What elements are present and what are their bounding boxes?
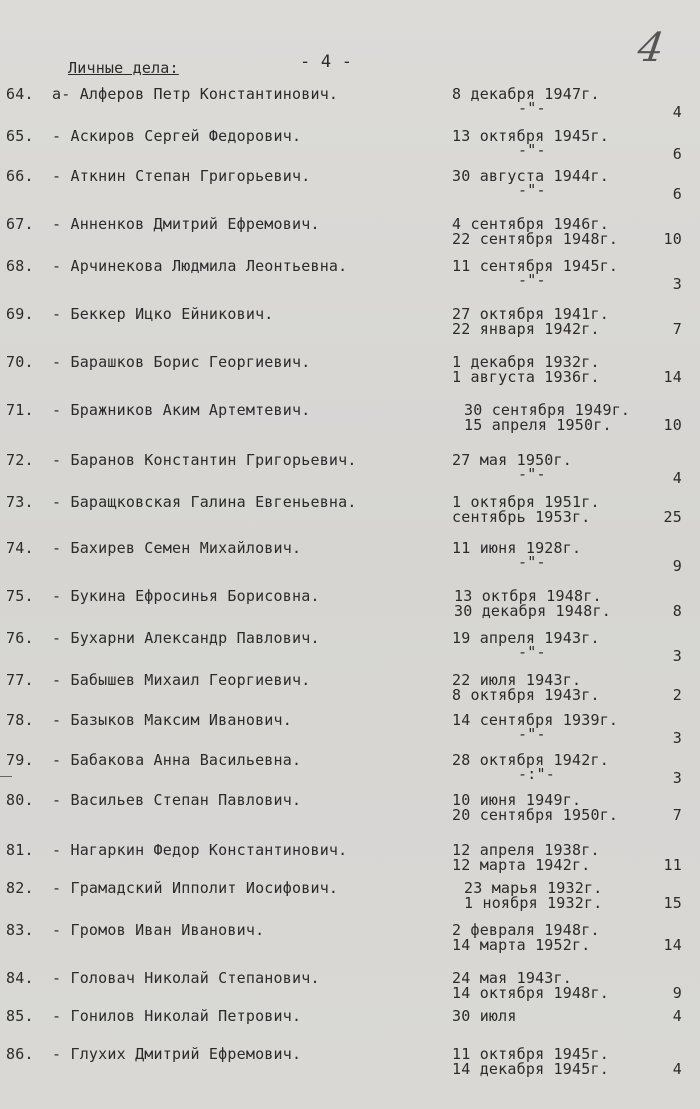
entry-name: - Аткнин Степан Григорьевич. bbox=[52, 167, 311, 185]
entry-sheet-count: 3 bbox=[672, 769, 682, 787]
entry-ditto-mark: -"- bbox=[518, 181, 546, 199]
entry-sheet-count: 4 bbox=[672, 1007, 682, 1025]
entry-name: - Бабышев Михаил Георгиевич. bbox=[52, 671, 311, 689]
entry-name: - Баранов Константин Григорьевич. bbox=[52, 451, 357, 469]
entry-date-start: 2 февраля 1948г. bbox=[452, 921, 600, 939]
entry-date-start: 28 октября 1942г. bbox=[452, 751, 609, 769]
entry-sheet-count: 4 bbox=[672, 1060, 682, 1078]
entry-date-start: 12 апреля 1938г. bbox=[452, 841, 600, 859]
entry-sheet-count: 25 bbox=[663, 508, 682, 526]
entry-date-end: 14 марта 1952г. bbox=[452, 936, 591, 954]
entry-number: 76. bbox=[6, 629, 34, 647]
entry-name: а- Алферов Петр Константинович. bbox=[52, 85, 339, 103]
entry-ditto-mark: -"- bbox=[518, 725, 546, 743]
entry-sheet-count: 3 bbox=[672, 729, 682, 747]
entry-number: 82. bbox=[6, 879, 34, 897]
entry-number: 70. bbox=[6, 353, 34, 371]
entry-sheet-count: 11 bbox=[663, 856, 682, 874]
entry-date-start: 24 мая 1943г. bbox=[452, 969, 572, 987]
entry-sheet-count: 8 bbox=[672, 602, 682, 620]
entry-date-start: 4 сентября 1946г. bbox=[452, 215, 609, 233]
entry-date-start: 27 мая 1950г. bbox=[452, 451, 572, 469]
entry-sheet-count: 9 bbox=[672, 984, 682, 1002]
entry-date-start: 11 сентября 1945г. bbox=[452, 257, 619, 275]
entry-name: - Глухих Дмитрий Ефремович. bbox=[52, 1045, 302, 1063]
entry-name: - Анненков Дмитрий Ефремович. bbox=[52, 215, 320, 233]
entry-number: 83. bbox=[6, 921, 34, 939]
entry-sheet-count: 15 bbox=[663, 894, 682, 912]
entry-date-start: 13 октября 1945г. bbox=[452, 127, 609, 145]
entry-name: - Базыков Максим Иванович. bbox=[52, 711, 292, 729]
entry-ditto-mark: -"- bbox=[518, 553, 546, 571]
entry-sheet-count: 6 bbox=[672, 145, 682, 163]
entry-date-start: 1 декабря 1932г. bbox=[452, 353, 600, 371]
entry-date-end: 22 сентября 1948г. bbox=[452, 230, 619, 248]
entry-number: 67. bbox=[6, 215, 34, 233]
entry-number: 65. bbox=[6, 127, 34, 145]
entry-name: - Бухарни Александр Павлович. bbox=[52, 629, 320, 647]
entry-ditto-mark: -"- bbox=[518, 465, 546, 483]
entry-sheet-count: 14 bbox=[663, 368, 682, 386]
entry-date-start: 8 декабря 1947г. bbox=[452, 85, 600, 103]
entry-date-start: 13 октбря 1948г. bbox=[454, 587, 602, 605]
entry-date-start: 30 июля bbox=[452, 1007, 517, 1025]
entry-name: - Букина Ефросинья Борисовна. bbox=[52, 587, 320, 605]
entry-name: - Громов Иван Иванович. bbox=[52, 921, 265, 939]
entry-name: - Бахирев Семен Михайлович. bbox=[52, 539, 302, 557]
entry-date-end: 22 января 1942г. bbox=[452, 320, 600, 338]
entry-number: 69. bbox=[6, 305, 34, 323]
margin-mark bbox=[0, 776, 12, 777]
entry-name: - Васильев Степан Павлович. bbox=[52, 791, 302, 809]
entry-date-start: 30 сентября 1949г. bbox=[464, 401, 631, 419]
entry-number: 73. bbox=[6, 493, 34, 511]
entry-date-end: 1 августа 1936г. bbox=[452, 368, 600, 386]
entry-date-start: 1 октября 1951г. bbox=[452, 493, 600, 511]
handwritten-page-mark: 4 bbox=[634, 25, 667, 71]
entry-date-start: 10 июня 1949г. bbox=[452, 791, 582, 809]
entry-ditto-mark: -:"- bbox=[518, 765, 555, 783]
entry-date-start: 22 июля 1943г. bbox=[452, 671, 582, 689]
entry-number: 71. bbox=[6, 401, 34, 419]
entry-sheet-count: 14 bbox=[663, 936, 682, 954]
entry-sheet-count: 10 bbox=[663, 416, 682, 434]
entry-sheet-count: 6 bbox=[672, 185, 682, 203]
entry-sheet-count: 4 bbox=[672, 469, 682, 487]
entry-date-end: 20 сентября 1950г. bbox=[452, 806, 619, 824]
entry-name: - Головач Николай Степанович. bbox=[52, 969, 320, 987]
entry-date-end: 8 октября 1943г. bbox=[452, 686, 600, 704]
entry-name: - Арчинекова Людмила Леонтьевна. bbox=[52, 257, 348, 275]
entry-sheet-count: 2 bbox=[672, 686, 682, 704]
entry-number: 81. bbox=[6, 841, 34, 859]
entry-date-end: сентябрь 1953г. bbox=[452, 508, 591, 526]
entry-date-start: 19 апреля 1943г. bbox=[452, 629, 600, 647]
entry-date-start: 11 октября 1945г. bbox=[452, 1045, 609, 1063]
entry-number: 68. bbox=[6, 257, 34, 275]
entry-number: 77. bbox=[6, 671, 34, 689]
entry-name: - Гонилов Николай Петрович. bbox=[52, 1007, 302, 1025]
entry-ditto-mark: -"- bbox=[518, 271, 546, 289]
list-title: Личные дела: bbox=[68, 59, 179, 77]
entry-ditto-mark: -"- bbox=[518, 99, 546, 117]
entry-number: 74. bbox=[6, 539, 34, 557]
entry-date-end: 15 апреля 1950г. bbox=[464, 416, 612, 434]
entry-sheet-count: 7 bbox=[672, 806, 682, 824]
entry-number: 85. bbox=[6, 1007, 34, 1025]
entry-name: - Бабакова Анна Васильевна. bbox=[52, 751, 302, 769]
entry-date-end: 14 декабря 1945г. bbox=[452, 1060, 609, 1078]
entry-sheet-count: 4 bbox=[672, 103, 682, 121]
entry-name: - Бражников Аким Артемтевич. bbox=[52, 401, 311, 419]
entry-ditto-mark: -"- bbox=[518, 643, 546, 661]
entry-number: 72. bbox=[6, 451, 34, 469]
entry-name: - Грамадский Ипполит Иосифович. bbox=[52, 879, 339, 897]
entry-name: - Аскиров Сергей Федорович. bbox=[52, 127, 302, 145]
entry-ditto-mark: -"- bbox=[518, 141, 546, 159]
entry-number: 84. bbox=[6, 969, 34, 987]
entry-date-start: 27 октября 1941г. bbox=[452, 305, 609, 323]
entry-number: 86. bbox=[6, 1045, 34, 1063]
entry-number: 79. bbox=[6, 751, 34, 769]
entry-date-start: 11 июня 1928г. bbox=[452, 539, 582, 557]
entry-sheet-count: 10 bbox=[663, 230, 682, 248]
entry-date-end: 14 октября 1948г. bbox=[452, 984, 609, 1002]
entry-name: - Баращковская Галина Евгеньевна. bbox=[52, 493, 357, 511]
entry-date-start: 30 августа 1944г. bbox=[452, 167, 609, 185]
entry-sheet-count: 7 bbox=[672, 320, 682, 338]
entry-date-start: 23 марья 1932г. bbox=[464, 879, 603, 897]
entry-date-end: 12 марта 1942г. bbox=[452, 856, 591, 874]
entry-date-start: 14 сентября 1939г. bbox=[452, 711, 619, 729]
entry-number: 80. bbox=[6, 791, 34, 809]
entry-number: 64. bbox=[6, 85, 34, 103]
entry-name: - Беккер Ицко Ейникович. bbox=[52, 305, 274, 323]
entry-number: 75. bbox=[6, 587, 34, 605]
entry-name: - Нагаркин Федор Константинович. bbox=[52, 841, 348, 859]
entry-date-end: 30 декабря 1948г. bbox=[454, 602, 611, 620]
entry-number: 66. bbox=[6, 167, 34, 185]
entry-sheet-count: 3 bbox=[672, 647, 682, 665]
entry-date-end: 1 ноября 1932г. bbox=[464, 894, 603, 912]
entry-sheet-count: 3 bbox=[672, 275, 682, 293]
page-number: - 4 - bbox=[300, 52, 353, 72]
entry-sheet-count: 9 bbox=[672, 557, 682, 575]
entry-number: 78. bbox=[6, 711, 34, 729]
entry-name: - Барашков Борис Георгиевич. bbox=[52, 353, 311, 371]
